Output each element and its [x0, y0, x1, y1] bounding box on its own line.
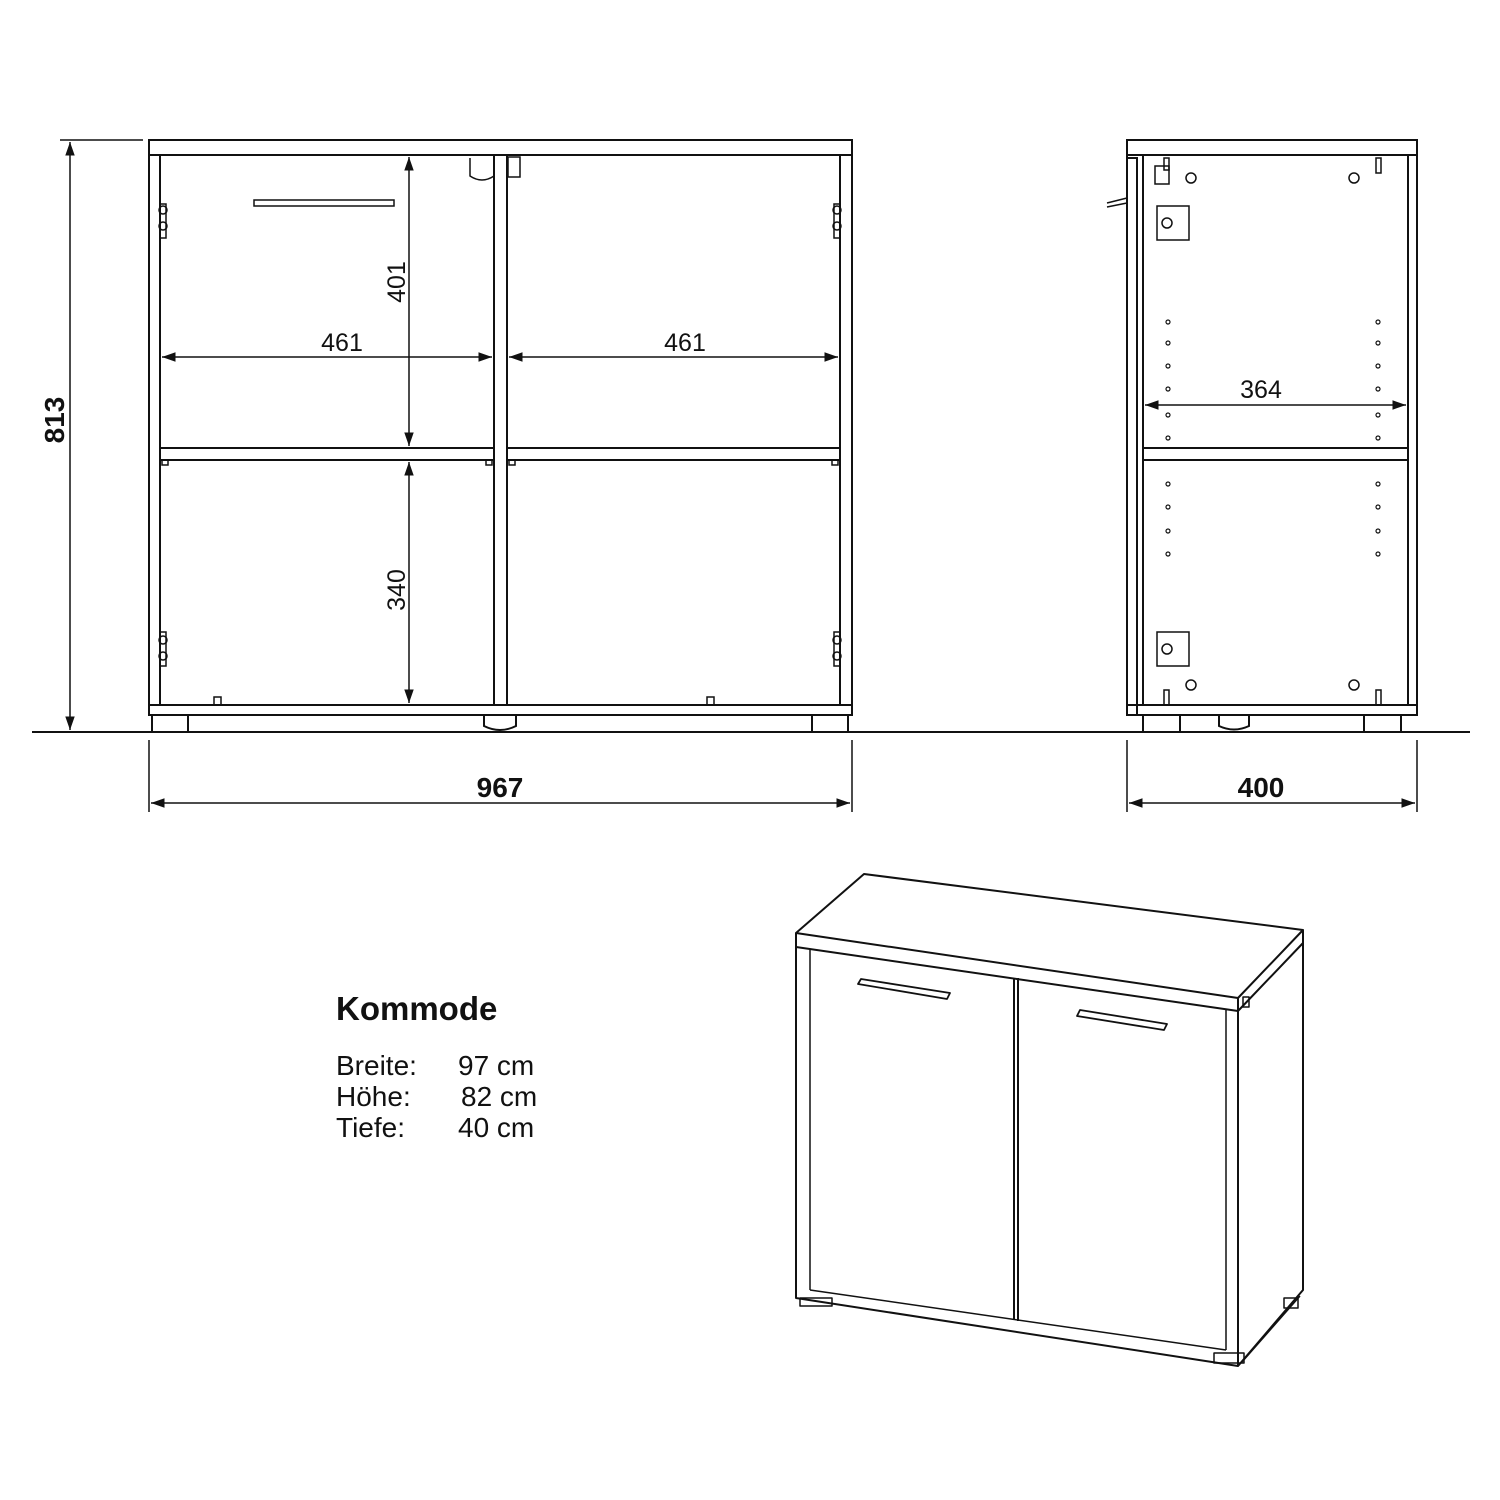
spec-value: 97 cm	[458, 1050, 535, 1081]
spec-row-height	[336, 1081, 537, 1112]
dim-right-compartment-label: 461	[664, 329, 706, 357]
dim-height-label: 813	[39, 396, 70, 444]
dim-inner-depth-label: 364	[1240, 376, 1282, 404]
spec-value: 82 cm	[461, 1081, 538, 1112]
spec-row-width	[336, 1050, 537, 1081]
spec-value: 40 cm	[458, 1112, 535, 1143]
dim-depth-label: 400	[1237, 772, 1285, 803]
side-view	[1107, 140, 1417, 732]
spec-label: Tiefe:	[336, 1112, 405, 1143]
dim-upper-height-label: 401	[383, 261, 411, 303]
product-info	[336, 990, 537, 1143]
front-dimensions	[60, 140, 852, 812]
perspective-view	[796, 874, 1303, 1366]
side-dimensions	[1127, 405, 1417, 812]
spec-label: Breite:	[336, 1050, 417, 1081]
product-title: Kommode	[336, 990, 498, 1027]
front-view	[149, 140, 852, 732]
dim-width-label: 967	[476, 772, 524, 803]
dim-left-compartment-label: 461	[321, 329, 363, 357]
spec-row-depth	[336, 1112, 537, 1143]
dim-lower-height-label: 340	[383, 569, 411, 611]
shelf-pin-holes	[1166, 320, 1380, 556]
spec-label: Höhe:	[336, 1081, 411, 1112]
